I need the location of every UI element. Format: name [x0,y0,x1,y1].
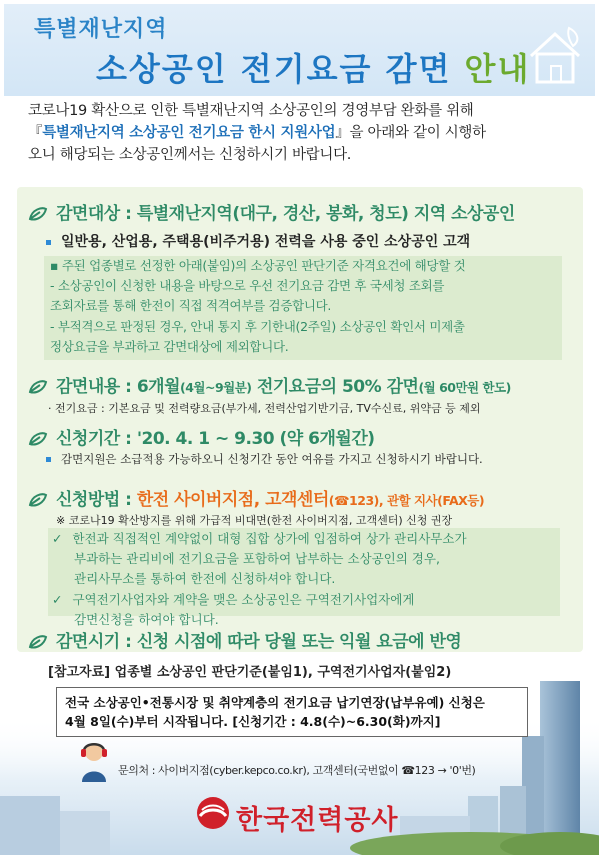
method-check-4 [52,590,414,610]
period-bullet [46,451,483,467]
intro-line-2 [28,122,578,144]
target-detail-4: - 부적격으로 판정된 경우, 안내 통지 후 기한내(2주일) 소상공인 확인서 미제출 [50,319,465,334]
content-heading-d: (월 60만원 한도) [418,380,511,395]
target-detail-5: 정상요금을 부과하고 감면대상에 제외합니다. [50,339,289,354]
kepco-logo-text: 한국전력공사 [236,805,399,836]
headset-person-icon [76,738,112,782]
period-bullet-text: 감면지원은 소급적용 가능하오니 신청기간 동안 여유를 가지고 신청하시기 바랍니다. [61,452,483,466]
section-target-text: 감면대상 : 특별재난지역(대구, 경산, 봉화, 청도) 지역 소상공인 [56,204,515,224]
section-method-heading [28,485,484,510]
target-detail-1: ▪ 주된 업종별로 선정한 아래(붙임)의 소상공인 판단기준 자격요건에 해당할 것 [50,258,466,273]
notice-line-1: 전국 소상공인•전통시장 및 취약계층의 전기요금 납기연장(납부유예) 신청은 [65,695,485,710]
method-note: ※ 코로나19 확산방지를 위해 가급적 비대면(한전 사이버지점, 고객센터) 신청 권장 [56,514,453,527]
title-main [96,44,530,90]
leaf-icon [28,493,48,507]
method-heading-b: 한전 사이버지점, 고객센터 [136,490,329,510]
reference-text: [참고자료] 업종별 소상공인 판단기준(붙임1), 구역전기사업자(붙임2) [48,665,452,680]
target-bullet [46,231,470,251]
content-heading-c: 전기요금의 50% 감면 [251,377,419,397]
check-icon: ✓ [52,592,63,607]
intro-line-2-tail: 』을 아래와 같이 시행하 [335,125,486,141]
intro-paragraph [28,100,578,166]
title-main-text: 소상공인 전기요금 감면 [96,50,452,88]
timing-heading-text: 감면시기 : 신청 시점에 따라 당월 또는 익월 요금에 반영 [56,632,462,652]
header-banner [4,4,595,96]
content-heading-b: (4월~9월분) [180,380,252,395]
method-check-2: 부과하는 관리비에 전기요금을 포함하여 납부하는 소상공인의 경우, [74,551,440,566]
content-heading-a: 감면내용 : 6개월 [56,377,180,397]
period-heading-text: 신청기간 : '20. 4. 1 ~ 9.30 (약 6개월간) [56,429,375,449]
notice-box [56,687,528,737]
kepco-emblem-icon [196,796,230,830]
section-content-heading [28,372,511,397]
section-target-heading [28,199,515,224]
method-check-5: 감면신청을 하여야 합니다. [74,612,219,627]
method-heading-e: (FAX등) [437,493,485,508]
method-check-1 [52,529,467,549]
section-period-heading [28,424,375,449]
intro-line-1: 코로나19 확산으로 인한 특별재난지역 소상공인의 경영부담 완화를 위해 [28,103,474,119]
house-icon [525,22,585,86]
title-main-highlight: 안내 [464,50,531,88]
intro-line-3: 오니 해당되는 소상공인께서는 신청하시기 바랍니다. [28,147,352,163]
method-check-4-text: 구역전기사업자와 계약을 맺은 소상공인은 구역전기사업자에게 [72,592,415,607]
title-top: 특별재난지역 [34,17,168,42]
leaf-icon [28,380,48,394]
content-note: · 전기요금 : 기본요금 및 전력량요금(부가세, 전력산업기반기금, TV수신료, 위약금 등 제외 [48,402,481,415]
leaf-icon [28,635,48,649]
section-timing-heading [28,627,461,652]
method-heading-c: (☎123), [328,493,384,508]
program-name: 특별재난지역 소상공인 전기요금 한시 지원사업 [42,125,336,141]
bullet-square-icon [46,240,51,245]
method-heading-d: 관할 지사 [383,493,438,508]
target-detail-3: 조회자료를 통해 한전이 직접 적격여부를 검증합니다. [50,298,332,313]
bullet-square-icon [46,457,51,462]
notice-line-2: 4월 8일(수)부터 시작됩니다. [신청기간 : 4.8(수)~6.30(화)까지] [65,714,441,729]
method-check-3: 관리사무소를 통하여 한전에 신청하셔야 합니다. [74,571,336,586]
target-bullet-text: 일반용, 산업용, 주택용(비주거용) 전력을 사용 중인 소상공인 고객 [61,234,471,250]
leaf-icon [28,207,48,221]
method-heading-a: 신청방법 : [56,490,137,510]
contact-info: 문의처 : 사이버지점(cyber.kepco.co.kr), 고객센터(국번없이 ☎123 → '0'번) [118,764,476,777]
leaf-icon [28,432,48,446]
bracket-open: 『 [28,125,43,141]
target-detail-2: - 소상공인이 신청한 내용을 바탕으로 우선 전기요금 감면 후 국세청 조회를 [50,278,445,293]
check-icon: ✓ [52,531,63,546]
method-check-1-text: 한전과 직접적인 계약없이 대형 집합 상가에 입점하여 상가 관리사무소가 [72,531,467,546]
